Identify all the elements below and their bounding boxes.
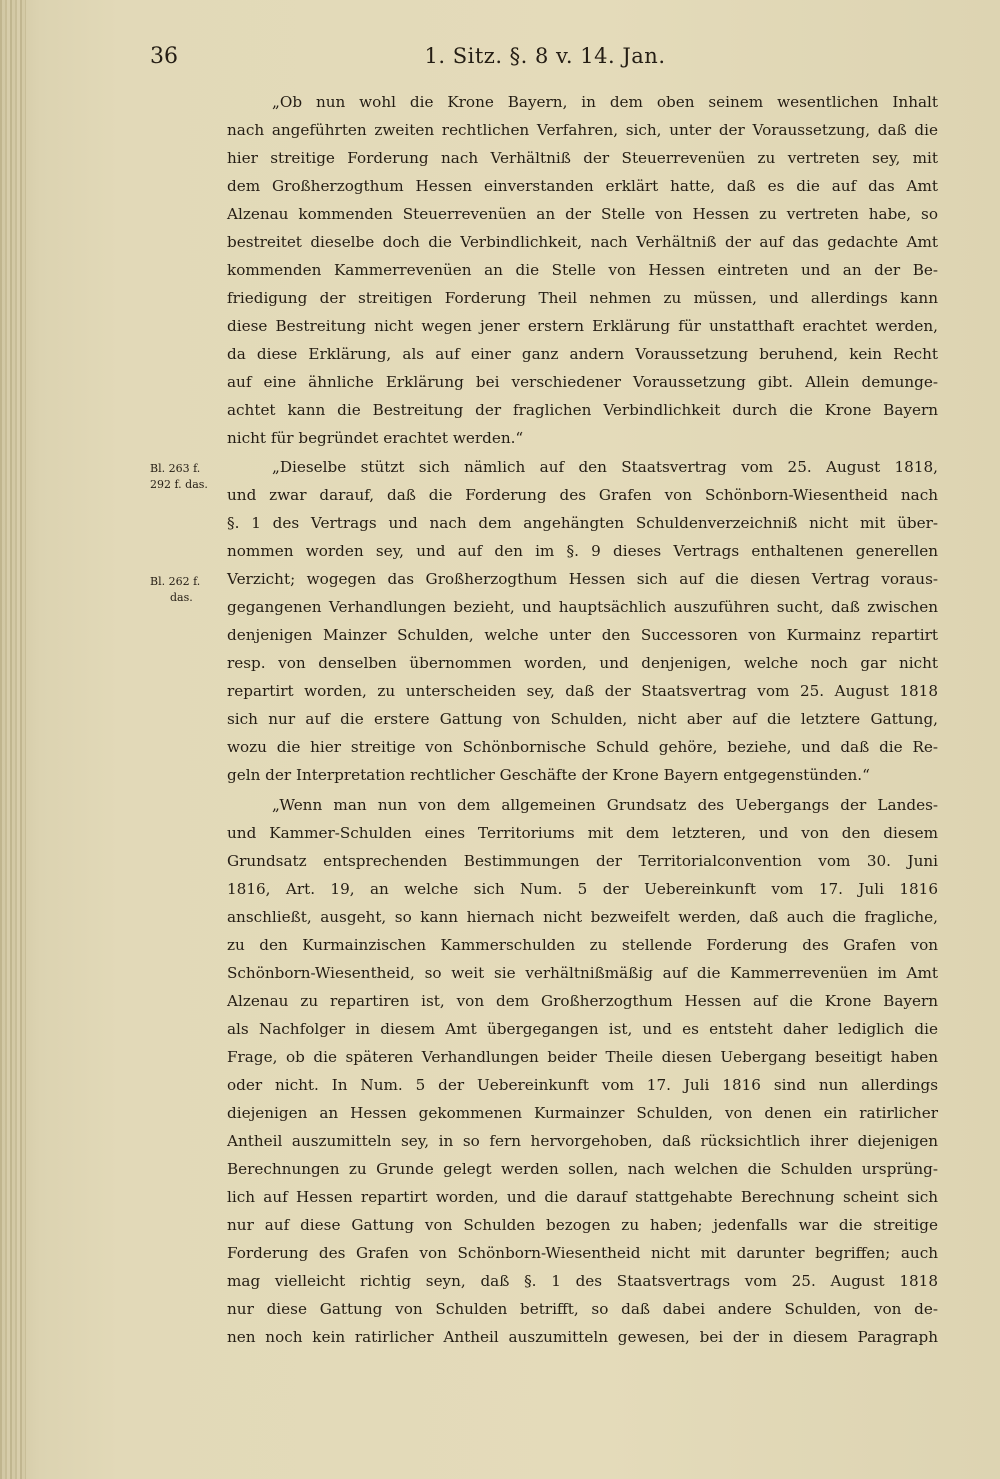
text-line: und zwar darauf, daß die Forderung des Grafen von Schönborn-Wiesentheid nach <box>227 486 938 504</box>
text-line: Grundsatz entsprechenden Bestimmungen der Territorialconvention vom 30. Juni <box>227 852 938 870</box>
text-line: nur auf diese Gattung von Schulden bezogen zu haben; jedenfalls war die streitige <box>227 1216 938 1234</box>
text-line: Schönborn-Wiesentheid, so weit sie verhältnißmäßig auf die Kammerrevenüen im Amt <box>227 964 938 982</box>
text-line: repartirt worden, zu unterscheiden sey, daß der Staatsvertrag vom 25. August 1818 <box>227 682 938 700</box>
running-title: 1. Sitz. §. 8 v. 14. Jan. <box>424 44 666 68</box>
text-line: resp. von denselben übernommen worden, und denjenigen, welche noch gar nicht <box>227 654 938 672</box>
text-line: nur diese Gattung von Schulden betrifft, so daß dabei andere Schulden, von de- <box>227 1300 938 1318</box>
margin-note: 292 f. das. <box>150 478 208 491</box>
text-line: als Nachfolger in diesem Amt übergegangen ist, und es entsteht daher lediglich die <box>227 1020 938 1038</box>
text-line: denjenigen Mainzer Schulden, welche unter den Successoren von Kurmainz repartirt <box>227 626 938 644</box>
text-line: oder nicht. In Num. 5 der Uebereinkunft vom 17. Juli 1816 sind nun allerdings <box>227 1076 938 1094</box>
text-line: Berechnungen zu Grunde gelegt werden sollen, nach welchen die Schulden ursprüng- <box>227 1160 938 1178</box>
text-line: zu den Kurmainzischen Kammerschulden zu stellende Forderung des Grafen von <box>227 936 938 954</box>
text-line: §. 1 des Vertrags und nach dem angehängten Schuldenverzeichniß nicht mit über- <box>227 514 938 532</box>
text-line: hier streitige Forderung nach Verhältniß der Steuerrevenüen zu vertreten sey, mit <box>227 149 938 167</box>
text-line: anschließt, ausgeht, so kann hiernach nicht bezweifelt werden, daß auch die fragliche, <box>227 908 938 926</box>
margin-note: das. <box>170 591 193 604</box>
text-line <box>227 1352 938 1378</box>
text-line: sich nur auf die erstere Gattung von Schulden, nicht aber auf die letztere Gattung, <box>227 710 938 728</box>
text-line: wozu die hier streitige von Schönbornische Schuld gehöre, beziehe, und daß die Re- <box>227 738 938 756</box>
text-line: „Ob nun wohl die Krone Bayern, in dem oben seinem wesentlichen Inhalt <box>272 93 938 111</box>
text-line: auf eine ähnliche Erklärung bei verschiedener Voraussetzung gibt. Allein demunge- <box>227 373 938 391</box>
text-line: geln der Interpretation rechtlicher Geschäfte der Krone Bayern entgegenstünden.“ <box>227 766 870 784</box>
text-line: gegangenen Verhandlungen bezieht, und hauptsächlich auszuführen sucht, daß zwischen <box>227 598 938 616</box>
page-number: 36 <box>150 44 178 69</box>
margin-note: Bl. 263 f. <box>150 462 201 475</box>
text-line: Forderung des Grafen von Schönborn-Wiesentheid nicht mit darunter begriffen; auch <box>227 1244 938 1262</box>
text-line: dem Großherzogthum Hessen einverstanden erklärt hatte, daß es die auf das Amt <box>227 177 938 195</box>
text-line: nicht für begründet erachtet werden.“ <box>227 429 524 447</box>
text-line: Antheil auszumitteln sey, in so fern hervorgehoben, daß rücksichtlich ihrer diejenigen <box>227 1132 938 1150</box>
margin-note: Bl. 262 f. <box>150 575 201 588</box>
text-line: da diese Erklärung, als auf einer ganz andern Voraussetzung beruhend, kein Recht <box>227 345 938 363</box>
text-line: nach angeführten zweiten rechtlichen Verfahren, sich, unter der Voraussetzung, daß die <box>227 121 938 139</box>
text-line: 1816, Art. 19, an welche sich Num. 5 der Uebereinkunft vom 17. Juli 1816 <box>227 880 938 898</box>
text-line: mag vielleicht richtig seyn, daß §. 1 des Staatsvertrags vom 25. August 1818 <box>227 1272 938 1290</box>
text-line: bestreitet dieselbe doch die Verbindlichkeit, nach Verhältniß der auf das gedachte Amt <box>227 233 938 251</box>
text-line: nommen worden sey, und auf den im §. 9 dieses Vertrags enthaltenen generellen <box>227 542 938 560</box>
text-line: lich auf Hessen repartirt worden, und die darauf stattgehabte Berechnung scheint sich <box>227 1188 938 1206</box>
text-line: „Dieselbe stützt sich nämlich auf den Staatsvertrag vom 25. August 1818, <box>272 458 938 476</box>
text-line: und Kammer-Schulden eines Territoriums mit dem letzteren, und von den diesem <box>227 824 938 842</box>
page-header <box>150 44 940 74</box>
text-line: achtet kann die Bestreitung der fraglichen Verbindlichkeit durch die Krone Bayern <box>227 401 938 419</box>
text-line: diejenigen an Hessen gekommenen Kurmainzer Schulden, von denen ein ratirlicher <box>227 1104 938 1122</box>
text-line: Alzenau kommenden Steuerrevenüen an der Stelle von Hessen zu vertreten habe, so <box>227 205 938 223</box>
text-line: diese Bestreitung nicht wegen jener erstern Erklärung für unstatthaft erachtet werden, <box>227 317 938 335</box>
book-spine-shadow <box>0 0 26 1479</box>
text-line: Frage, ob die späteren Verhandlungen beider Theile diesen Uebergang beseitigt haben <box>227 1048 938 1066</box>
text-line: kommenden Kammerrevenüen an die Stelle von Hessen eintreten und an der Be- <box>227 261 938 279</box>
text-line: nen noch kein ratirlicher Antheil auszumitteln gewesen, bei der in diesem Paragraph <box>227 1328 938 1346</box>
text-line: friedigung der streitigen Forderung Theil nehmen zu müssen, und allerdings kann <box>227 289 938 307</box>
text-line: Verzicht; wogegen das Großherzogthum Hessen sich auf die diesen Vertrag voraus- <box>227 570 938 588</box>
text-line: Alzenau zu repartiren ist, von dem Großherzogthum Hessen auf die Krone Bayern <box>227 992 938 1010</box>
text-line: „Wenn man nun von dem allgemeinen Grundsatz des Uebergangs der Landes- <box>272 796 938 814</box>
